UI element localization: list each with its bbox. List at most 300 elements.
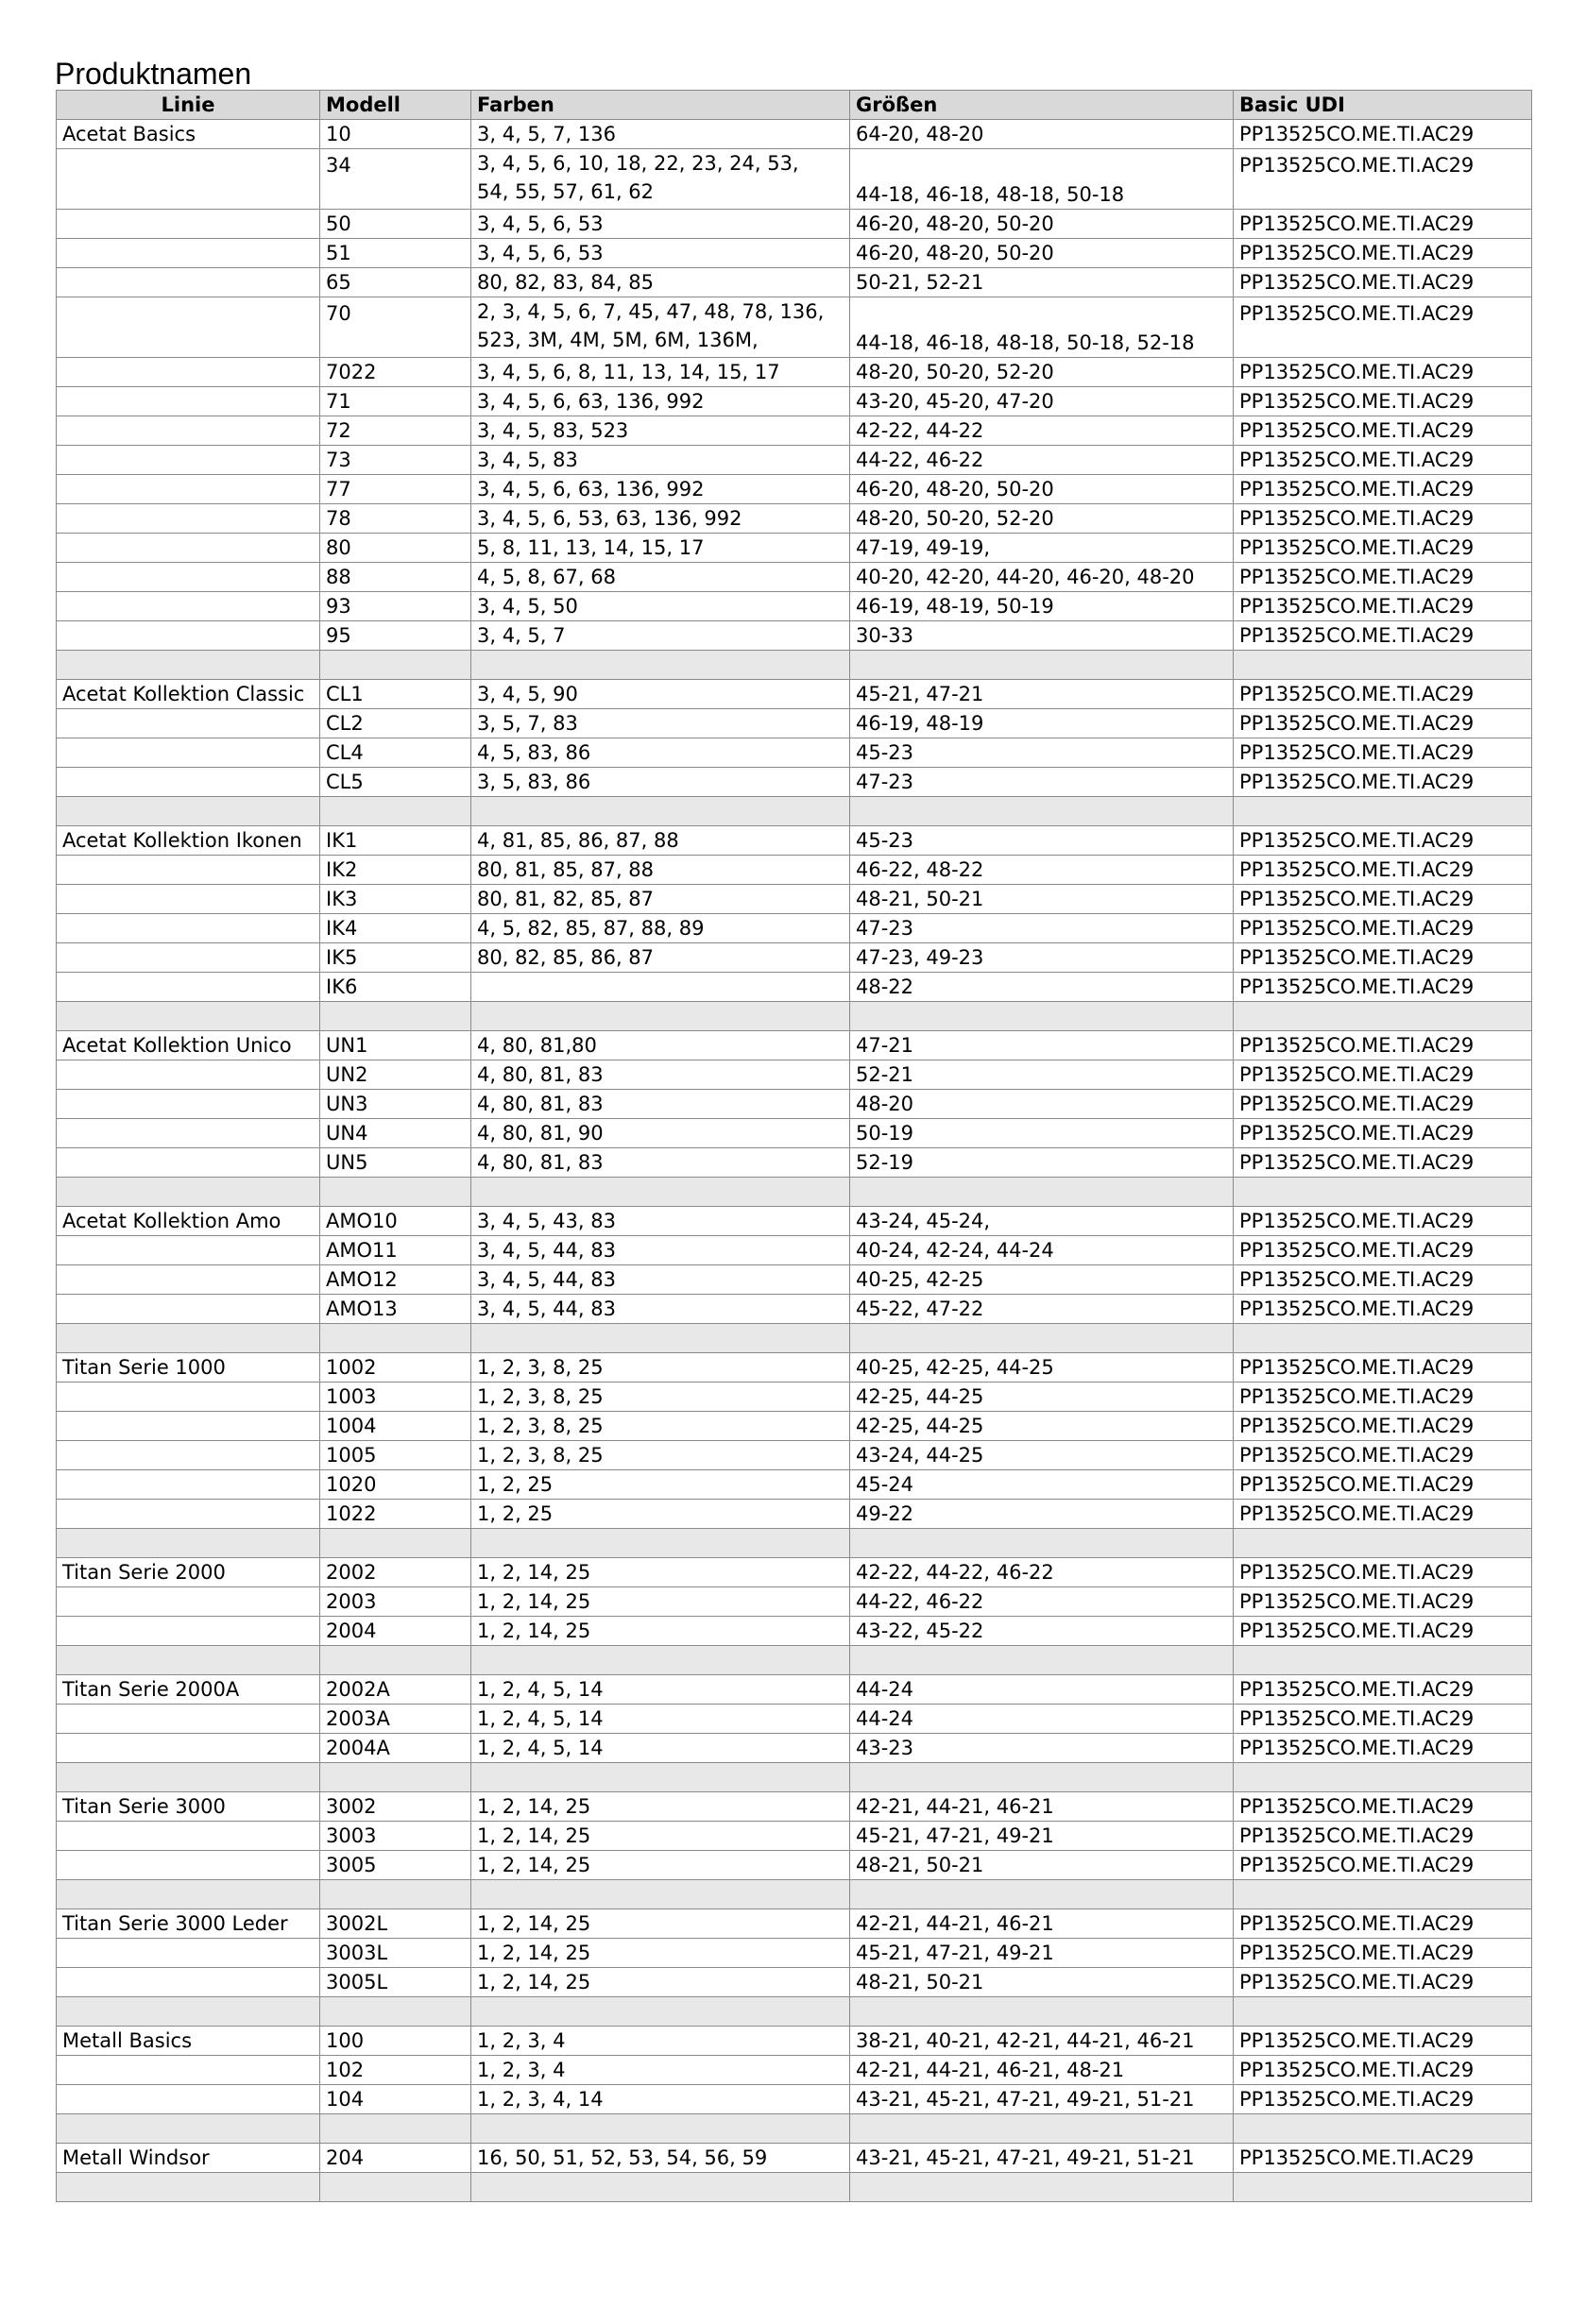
colors-cell [471,149,850,210]
sizes-cell: 48-22 [850,973,1234,1002]
table-row [57,2056,1532,2085]
line-cell [57,1060,320,1090]
colors-cell: 16, 50, 51, 52, 53, 54, 56, 59 [471,2144,850,2173]
line-cell [57,856,320,885]
sizes-cell: 43-21, 45-21, 47-21, 49-21, 51-21 [850,2144,1234,2173]
table-row [57,885,1532,914]
sizes-cell: 50-21, 52-21 [850,268,1234,297]
spacer-cell [1234,2173,1532,2202]
spacer-row [57,1880,1532,1909]
page-title: Produktnamen [55,57,252,91]
line-cell: Acetat Kollektion Classic [57,680,320,709]
udi-cell: PP13525CO.ME.TI.AC29 [1234,2027,1532,2056]
spacer-cell [1234,1178,1532,1207]
sizes-cell: 38-21, 40-21, 42-21, 44-21, 46-21 [850,2027,1234,2056]
line-cell: Titan Serie 3000 Leder [57,1909,320,1939]
sizes-cell: 46-20, 48-20, 50-20 [850,239,1234,268]
table-row [57,1851,1532,1880]
colors-cell: 3, 4, 5, 6, 8, 11, 13, 14, 15, 17 [471,358,850,387]
model-cell: IK3 [320,885,471,914]
spacer-cell [57,1646,320,1675]
spacer-cell [57,1880,320,1909]
table-row [57,504,1532,534]
table-row [57,1031,1532,1060]
line-cell [57,475,320,504]
spacer-cell [57,1002,320,1031]
colors-cell: 3, 4, 5, 7, 136 [471,120,850,149]
line-cell: Titan Serie 3000 [57,1792,320,1822]
model-cell: 80 [320,534,471,563]
colors-cell: 3, 4, 5, 6, 53 [471,210,850,239]
udi-cell: PP13525CO.ME.TI.AC29 [1234,446,1532,475]
table-row [57,1119,1532,1148]
table-row [57,1822,1532,1851]
udi-cell: PP13525CO.ME.TI.AC29 [1234,680,1532,709]
line-cell [57,2056,320,2085]
table-row [57,826,1532,856]
table-row [57,1295,1532,1324]
sizes-cell: 47-23 [850,768,1234,797]
udi-cell: PP13525CO.ME.TI.AC29 [1234,621,1532,651]
line-cell: Acetat Kollektion Ikonen [57,826,320,856]
udi-cell: PP13525CO.ME.TI.AC29 [1234,1090,1532,1119]
sizes-cell: 45-21, 47-21, 49-21 [850,1822,1234,1851]
colors-cell: 4, 5, 83, 86 [471,738,850,768]
udi-cell: PP13525CO.ME.TI.AC29 [1234,1822,1532,1851]
sizes-cell: 44-18, 46-18, 48-18, 50-18, 52-18 [850,297,1234,358]
table-row [57,149,1532,210]
model-cell: 7022 [320,358,471,387]
spacer-cell [850,2173,1234,2202]
colors-cell: 1, 2, 3, 4 [471,2027,850,2056]
line-cell [57,534,320,563]
spacer-cell [57,1763,320,1792]
line-cell [57,973,320,1002]
spacer-cell [471,797,850,826]
spacer-cell [320,1324,471,1353]
udi-cell: PP13525CO.ME.TI.AC29 [1234,534,1532,563]
udi-cell: PP13525CO.ME.TI.AC29 [1234,2144,1532,2173]
table-row [57,2144,1532,2173]
spacer-cell [850,1529,1234,1558]
colors-cell: 1, 2, 14, 25 [471,1851,850,1880]
model-cell: 78 [320,504,471,534]
table-row [57,1236,1532,1265]
spacer-cell [471,2114,850,2144]
model-cell: UN5 [320,1148,471,1178]
udi-cell: PP13525CO.ME.TI.AC29 [1234,1705,1532,1734]
line-cell [57,1968,320,1997]
udi-cell: PP13525CO.ME.TI.AC29 [1234,1939,1532,1968]
udi-cell: PP13525CO.ME.TI.AC29 [1234,1675,1532,1705]
sizes-cell: 42-22, 44-22, 46-22 [850,1558,1234,1587]
colors-cell: 3, 4, 5, 44, 83 [471,1295,850,1324]
sizes-cell: 43-20, 45-20, 47-20 [850,387,1234,416]
sizes-cell: 40-25, 42-25, 44-25 [850,1353,1234,1383]
colors-line: 523, 3M, 4M, 5M, 6M, 136M, [477,329,759,351]
table-row [57,2027,1532,2056]
line-cell [57,1734,320,1763]
sizes-cell: 48-20, 50-20, 52-20 [850,504,1234,534]
udi-cell: PP13525CO.ME.TI.AC29 [1234,1031,1532,1060]
spacer-cell [1234,2114,1532,2144]
udi-cell: PP13525CO.ME.TI.AC29 [1234,1383,1532,1412]
udi-cell: PP13525CO.ME.TI.AC29 [1234,120,1532,149]
colors-cell: 3, 4, 5, 43, 83 [471,1207,850,1236]
table-body [57,120,1532,2202]
udi-cell: PP13525CO.ME.TI.AC29 [1234,1500,1532,1529]
line-cell [57,885,320,914]
line-cell [57,1851,320,1880]
udi-cell: PP13525CO.ME.TI.AC29 [1234,709,1532,738]
line-cell [57,1617,320,1646]
model-cell: 2004 [320,1617,471,1646]
model-cell: 3003 [320,1822,471,1851]
table-row [57,1968,1532,1997]
colors-cell: 80, 82, 85, 86, 87 [471,943,850,973]
sizes-cell: 45-21, 47-21 [850,680,1234,709]
udi-cell: PP13525CO.ME.TI.AC29 [1234,268,1532,297]
udi-cell: PP13525CO.ME.TI.AC29 [1234,1792,1532,1822]
line-cell [57,239,320,268]
line-cell [57,1939,320,1968]
table-row [57,709,1532,738]
sizes-cell: 30-33 [850,621,1234,651]
sizes-cell: 52-21 [850,1060,1234,1090]
model-cell: UN1 [320,1031,471,1060]
spacer-cell [471,1002,850,1031]
model-cell: 3005 [320,1851,471,1880]
model-cell: CL2 [320,709,471,738]
table-row [57,475,1532,504]
table-row [57,1500,1532,1529]
model-cell: 3002 [320,1792,471,1822]
colors-line: 2, 3, 4, 5, 6, 7, 45, 47, 48, 78, 136, [477,300,825,323]
colors-cell: 1, 2, 3, 4 [471,2056,850,2085]
spacer-cell [1234,1763,1532,1792]
colors-cell: 1, 2, 14, 25 [471,1792,850,1822]
line-cell [57,1412,320,1441]
spacer-row [57,1529,1532,1558]
spacer-cell [320,651,471,680]
sizes-cell: 42-25, 44-25 [850,1412,1234,1441]
udi-cell: PP13525CO.ME.TI.AC29 [1234,387,1532,416]
line-cell [57,149,320,210]
spacer-row [57,2114,1532,2144]
model-cell: 3003L [320,1939,471,1968]
table-row [57,446,1532,475]
colors-cell: 1, 2, 14, 25 [471,1558,850,1587]
sizes-cell: 48-21, 50-21 [850,1851,1234,1880]
colors-cell [471,973,850,1002]
model-cell: 100 [320,2027,471,2056]
udi-cell: PP13525CO.ME.TI.AC29 [1234,1295,1532,1324]
spacer-cell [1234,651,1532,680]
spacer-cell [471,1997,850,2027]
udi-cell: PP13525CO.ME.TI.AC29 [1234,1470,1532,1500]
udi-cell: PP13525CO.ME.TI.AC29 [1234,504,1532,534]
line-cell [57,1090,320,1119]
line-cell [57,914,320,943]
colors-line: 3, 4, 5, 6, 10, 18, 22, 23, 24, 53, [477,152,799,175]
spacer-cell [57,1529,320,1558]
colors-cell: 1, 2, 4, 5, 14 [471,1734,850,1763]
product-table [56,90,1532,2202]
colors-cell: 3, 4, 5, 7 [471,621,850,651]
spacer-cell [850,1646,1234,1675]
colors-cell: 3, 4, 5, 90 [471,680,850,709]
spacer-cell [850,1324,1234,1353]
spacer-cell [471,1529,850,1558]
udi-cell: PP13525CO.ME.TI.AC29 [1234,826,1532,856]
sizes-cell: 45-23 [850,826,1234,856]
line-cell [57,943,320,973]
line-cell: Acetat Kollektion Amo [57,1207,320,1236]
sizes-cell: 64-20, 48-20 [850,120,1234,149]
colors-cell: 3, 4, 5, 6, 63, 136, 992 [471,387,850,416]
spacer-cell [1234,1646,1532,1675]
sizes-cell: 44-22, 46-22 [850,1587,1234,1617]
sizes-cell: 45-22, 47-22 [850,1295,1234,1324]
column-header-groessen: Größen [850,91,1234,120]
model-cell: 72 [320,416,471,446]
line-cell [57,768,320,797]
model-cell: 2004A [320,1734,471,1763]
spacer-cell [1234,1997,1532,2027]
model-cell: UN4 [320,1119,471,1148]
colors-cell: 4, 80, 81, 83 [471,1148,850,1178]
colors-cell: 3, 4, 5, 50 [471,592,850,621]
udi-cell: PP13525CO.ME.TI.AC29 [1234,738,1532,768]
udi-cell: PP13525CO.ME.TI.AC29 [1234,416,1532,446]
udi-cell: PP13525CO.ME.TI.AC29 [1234,1587,1532,1617]
model-cell: 34 [320,149,471,210]
table-row [57,1470,1532,1500]
colors-cell: 3, 4, 5, 6, 53 [471,239,850,268]
colors-cell: 1, 2, 3, 8, 25 [471,1383,850,1412]
udi-cell: PP13525CO.ME.TI.AC29 [1234,914,1532,943]
spacer-row [57,797,1532,826]
colors-cell: 4, 81, 85, 86, 87, 88 [471,826,850,856]
udi-cell: PP13525CO.ME.TI.AC29 [1234,149,1532,210]
table-row [57,120,1532,149]
spacer-cell [850,1178,1234,1207]
udi-cell: PP13525CO.ME.TI.AC29 [1234,592,1532,621]
colors-cell: 1, 2, 3, 4, 14 [471,2085,850,2114]
spacer-cell [471,2173,850,2202]
table-row [57,768,1532,797]
spacer-cell [57,1178,320,1207]
udi-cell: PP13525CO.ME.TI.AC29 [1234,210,1532,239]
sizes-cell: 45-23 [850,738,1234,768]
spacer-cell [320,1763,471,1792]
udi-cell: PP13525CO.ME.TI.AC29 [1234,1909,1532,1939]
sizes-cell: 48-21, 50-21 [850,885,1234,914]
udi-cell: PP13525CO.ME.TI.AC29 [1234,856,1532,885]
spacer-cell [850,651,1234,680]
spacer-cell [471,1324,850,1353]
udi-cell: PP13525CO.ME.TI.AC29 [1234,1207,1532,1236]
sizes-cell: 48-20, 50-20, 52-20 [850,358,1234,387]
model-cell: UN3 [320,1090,471,1119]
model-cell: 1005 [320,1441,471,1470]
line-cell [57,1441,320,1470]
sizes-cell: 44-22, 46-22 [850,446,1234,475]
sizes-cell: 40-24, 42-24, 44-24 [850,1236,1234,1265]
colors-cell: 4, 5, 82, 85, 87, 88, 89 [471,914,850,943]
sizes-cell: 42-22, 44-22 [850,416,1234,446]
colors-cell: 3, 4, 5, 83, 523 [471,416,850,446]
line-cell [57,709,320,738]
line-cell [57,210,320,239]
model-cell: 1004 [320,1412,471,1441]
spacer-row [57,1002,1532,1031]
table-row [57,1383,1532,1412]
spacer-cell [471,1178,850,1207]
spacer-cell [320,797,471,826]
colors-cell: 1, 2, 3, 8, 25 [471,1412,850,1441]
spacer-cell [471,1646,850,1675]
model-cell: 95 [320,621,471,651]
udi-cell: PP13525CO.ME.TI.AC29 [1234,1412,1532,1441]
line-cell [57,1705,320,1734]
line-cell [57,1148,320,1178]
line-cell [57,2085,320,2114]
model-cell: 88 [320,563,471,592]
colors-cell: 1, 2, 3, 8, 25 [471,1441,850,1470]
udi-cell: PP13525CO.ME.TI.AC29 [1234,1851,1532,1880]
sizes-cell: 47-23 [850,914,1234,943]
line-cell [57,416,320,446]
sizes-cell: 48-20 [850,1090,1234,1119]
model-cell: CL1 [320,680,471,709]
model-cell: 70 [320,297,471,358]
model-cell: IK6 [320,973,471,1002]
table-row [57,563,1532,592]
line-cell [57,387,320,416]
line-cell [57,1822,320,1851]
sizes-cell: 43-22, 45-22 [850,1617,1234,1646]
colors-cell: 4, 80, 81,80 [471,1031,850,1060]
model-cell: AMO12 [320,1265,471,1295]
table-row [57,1675,1532,1705]
spacer-cell [850,1997,1234,2027]
sizes-cell: 49-22 [850,1500,1234,1529]
model-cell: 51 [320,239,471,268]
line-cell [57,563,320,592]
udi-cell: PP13525CO.ME.TI.AC29 [1234,768,1532,797]
line-cell [57,621,320,651]
table-row [57,358,1532,387]
table-row [57,1148,1532,1178]
line-cell [57,1587,320,1617]
udi-cell: PP13525CO.ME.TI.AC29 [1234,1968,1532,1997]
sizes-cell: 46-20, 48-20, 50-20 [850,210,1234,239]
table-row [57,943,1532,973]
colors-cell [471,297,850,358]
model-cell: 3005L [320,1968,471,1997]
spacer-cell [57,1324,320,1353]
colors-cell: 80, 82, 83, 84, 85 [471,268,850,297]
spacer-cell [320,2173,471,2202]
sizes-cell: 46-22, 48-22 [850,856,1234,885]
colors-cell: 1, 2, 4, 5, 14 [471,1675,850,1705]
sizes-cell: 48-21, 50-21 [850,1968,1234,1997]
colors-cell: 3, 5, 83, 86 [471,768,850,797]
model-cell: 1003 [320,1383,471,1412]
spacer-cell [57,651,320,680]
spacer-cell [57,2114,320,2144]
spacer-cell [471,651,850,680]
line-cell [57,1383,320,1412]
colors-cell: 4, 80, 81, 83 [471,1090,850,1119]
line-cell [57,1470,320,1500]
model-cell: 1002 [320,1353,471,1383]
table-row [57,2085,1532,2114]
sizes-cell: 42-21, 44-21, 46-21 [850,1792,1234,1822]
colors-cell: 1, 2, 14, 25 [471,1822,850,1851]
model-cell: 50 [320,210,471,239]
udi-cell: PP13525CO.ME.TI.AC29 [1234,943,1532,973]
spacer-row [57,1763,1532,1792]
spacer-cell [320,2114,471,2144]
table-row [57,1909,1532,1939]
model-cell: 204 [320,2144,471,2173]
sizes-cell: 47-21 [850,1031,1234,1060]
table-row [57,973,1532,1002]
spacer-cell [850,797,1234,826]
spacer-cell [1234,1529,1532,1558]
udi-cell: PP13525CO.ME.TI.AC29 [1234,475,1532,504]
sizes-cell: 43-21, 45-21, 47-21, 49-21, 51-21 [850,2085,1234,2114]
udi-cell: PP13525CO.ME.TI.AC29 [1234,2085,1532,2114]
spacer-cell [320,1880,471,1909]
colors-cell: 1, 2, 14, 25 [471,1939,850,1968]
colors-cell: 1, 2, 14, 25 [471,1909,850,1939]
model-cell: 77 [320,475,471,504]
table-row [57,856,1532,885]
udi-cell: PP13525CO.ME.TI.AC29 [1234,885,1532,914]
line-cell [57,1500,320,1529]
udi-cell: PP13525CO.ME.TI.AC29 [1234,1353,1532,1383]
sizes-cell: 45-24 [850,1470,1234,1500]
udi-cell: PP13525CO.ME.TI.AC29 [1234,1119,1532,1148]
table-row [57,534,1532,563]
table-row [57,1207,1532,1236]
table-row [57,1558,1532,1587]
model-cell: 71 [320,387,471,416]
colors-cell: 80, 81, 82, 85, 87 [471,885,850,914]
spacer-row [57,1324,1532,1353]
table-row [57,1412,1532,1441]
model-cell: AMO10 [320,1207,471,1236]
table-row [57,680,1532,709]
spacer-cell [57,2173,320,2202]
table-row [57,1792,1532,1822]
sizes-cell: 43-23 [850,1734,1234,1763]
model-cell: 3002L [320,1909,471,1939]
column-header-linie: Linie [57,91,320,120]
spacer-cell [1234,1002,1532,1031]
sizes-cell: 52-19 [850,1148,1234,1178]
colors-cell: 4, 80, 81, 83 [471,1060,850,1090]
spacer-cell [850,1002,1234,1031]
udi-cell: PP13525CO.ME.TI.AC29 [1234,1236,1532,1265]
line-cell [57,268,320,297]
sizes-cell: 43-24, 45-24, [850,1207,1234,1236]
colors-cell: 4, 80, 81, 90 [471,1119,850,1148]
sizes-cell: 44-18, 46-18, 48-18, 50-18 [850,149,1234,210]
